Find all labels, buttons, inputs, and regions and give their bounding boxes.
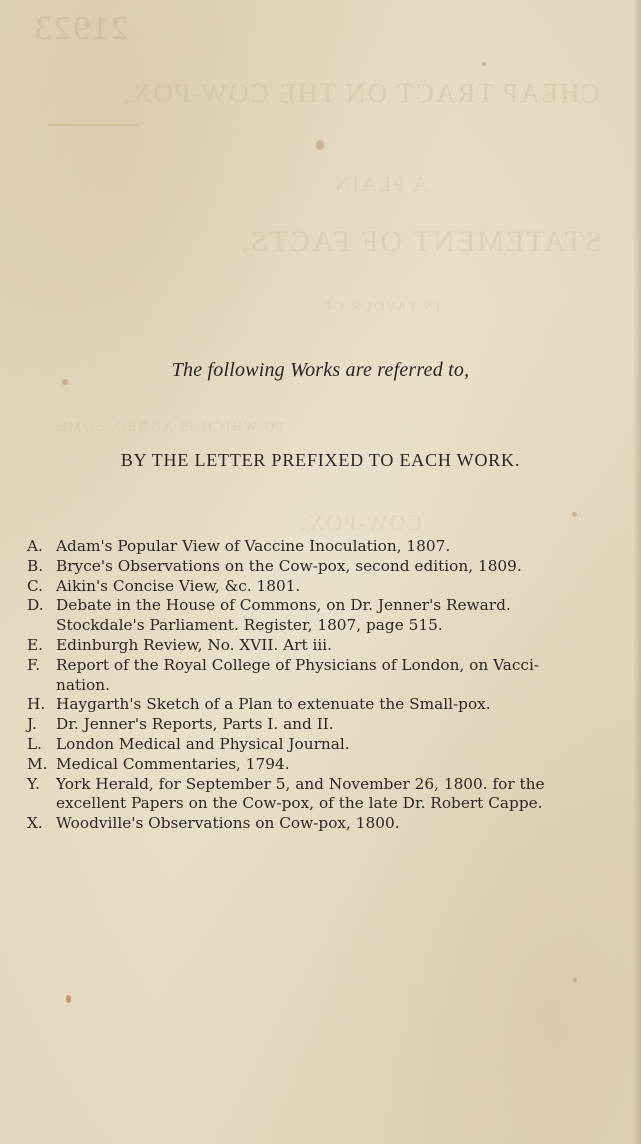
reference-text: Edinburgh Review, No. XVII. Art iii. (56, 635, 333, 654)
reference-item (27, 577, 627, 597)
reference-letter: F. (27, 655, 41, 674)
reference-text: Woodville's Observations on Cow-pox, 1800. (56, 814, 400, 833)
reference-text: Report of the Royal College of Physicians of London, on Vacci- (56, 655, 540, 674)
letter-key-heading: BY THE LETTER PREFIXED TO EACH WORK. (120, 450, 521, 470)
reference-item (27, 735, 627, 755)
reference-letter: D. (27, 596, 44, 615)
reference-item (27, 596, 627, 636)
ink-spot (573, 978, 577, 982)
reference-item (27, 775, 627, 815)
ghost-text: CHEAP TRACT ON THE COW-POX, (121, 78, 600, 108)
ghost-shelfmark: 21923 (33, 10, 128, 47)
reference-item (27, 715, 627, 735)
reference-letter: E. (27, 635, 44, 654)
reference-text: Bryce's Observations on the Cow-pox, second edition, 1809. (56, 556, 522, 575)
reference-item (27, 695, 627, 715)
reference-letter: Y. (27, 774, 40, 793)
reference-letter: C. (27, 576, 44, 595)
works-heading: The following Works are referred to, (171, 359, 470, 381)
reference-item (27, 755, 627, 775)
reference-item (27, 814, 627, 834)
reference-item (27, 557, 627, 577)
ink-spot (572, 512, 577, 517)
reference-letter: J. (27, 715, 37, 734)
reference-letter: B. (27, 556, 44, 575)
reference-text: Debate in the House of Commons, on Dr. Jenner's Reward. (56, 596, 511, 615)
reference-text-continued: Stockdale's Parliament. Register, 1807, page 515. (56, 616, 443, 635)
reference-letter: A. (27, 537, 43, 555)
ink-spot (482, 62, 486, 66)
reference-text: Medical Commentaries, 1794. (56, 754, 290, 773)
page-edge (633, 0, 641, 1144)
ghost-text: TO WHICH IS ADDED, SOME (56, 420, 285, 435)
reference-item (27, 636, 627, 656)
reference-item (27, 537, 627, 557)
reference-text: London Medical and Physical Journal. (56, 734, 350, 753)
ghost-text: STATEMENT OF FACTS, (239, 225, 602, 258)
reference-text: Adam's Popular View of Vaccine Inoculation, 1807. (56, 537, 451, 555)
reference-text-continued: excellent Papers on the Cow-pox, of the late Dr. Robert Cappe. (56, 794, 543, 813)
ink-spot (66, 995, 71, 1003)
reference-text-continued: nation. (56, 675, 110, 694)
reference-item (27, 656, 627, 696)
reference-text: Aikin's Concise View, &c. 1801. (56, 576, 301, 595)
ink-spot (316, 140, 324, 150)
reference-text: Dr. Jenner's Reports, Parts I. and II. (56, 715, 334, 734)
ghost-rule (48, 124, 138, 126)
reference-list (27, 537, 627, 834)
reference-letter: M. (27, 754, 48, 773)
reference-text: Haygarth's Sketch of a Plan to extenuate the Small-pox. (56, 695, 491, 714)
reference-letter: H. (27, 695, 46, 714)
ghost-text: A PLAIN (332, 172, 429, 196)
reference-text: York Herald, for September 5, and November 26, 1800. for the (56, 774, 545, 793)
ghost-text: IN FAVOUR OF (321, 300, 440, 315)
reference-letter: X. (27, 814, 43, 833)
reference-letter: L. (27, 734, 43, 753)
ghost-text: COW-POX. (299, 510, 422, 535)
